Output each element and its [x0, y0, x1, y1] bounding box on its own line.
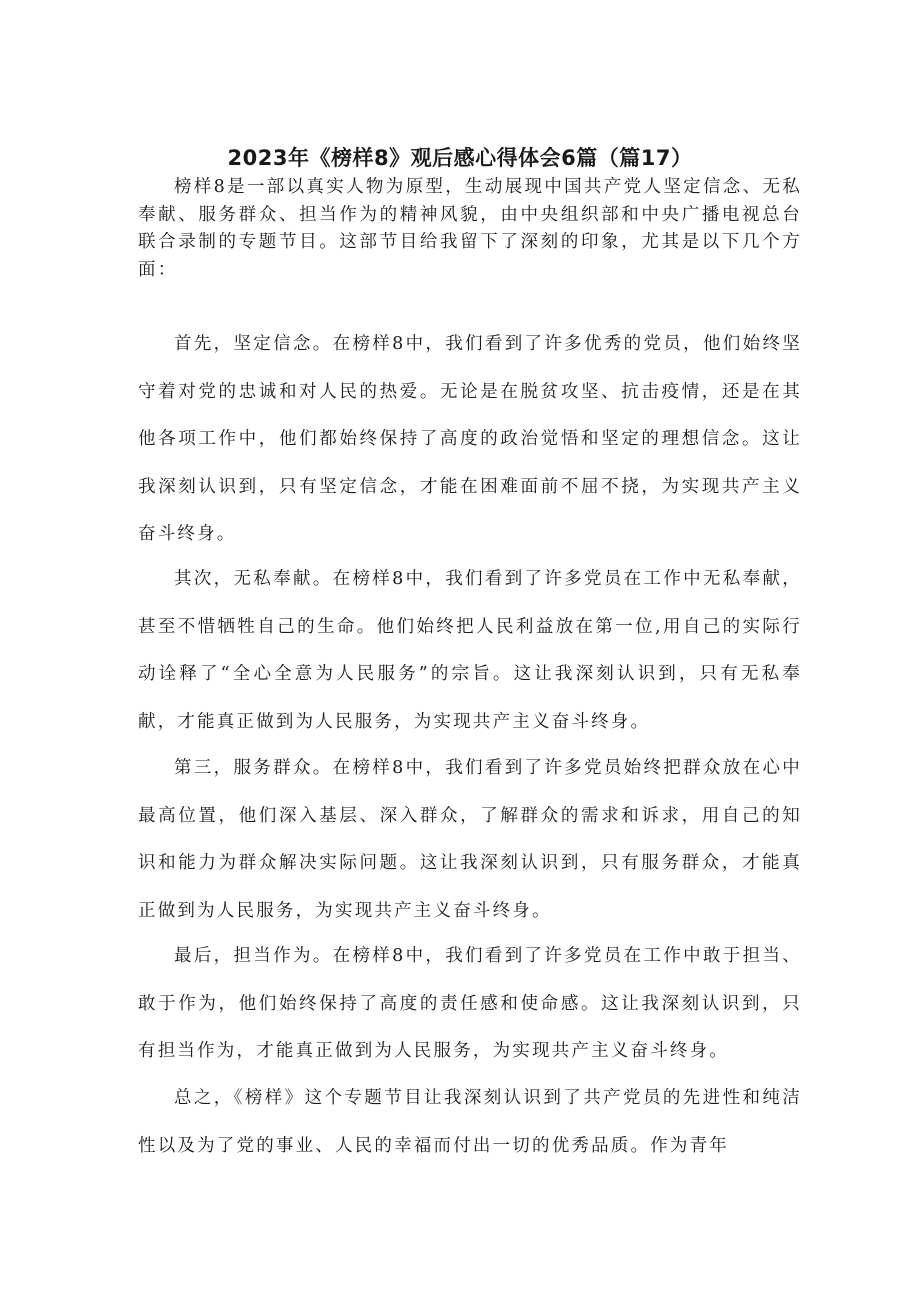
paragraph-serve-the-masses: 第三，服务群众。在榜样8中，我们看到了许多党员始终把群众放在心中最高位置，他们深入基层、深入群众，了解群众的需求和诉求，用自己的知识和能力为群众解决实际问题。这让我深刻认识到，只有服务群众，才能真正做到为人民服务，为实现共产主义奋斗终身。: [138, 758, 802, 921]
paragraph-selfless-dedication: 其次，无私奉献。在榜样8中，我们看到了许多党员在工作中无私奉献，甚至不惜牺牲自己的生命。他们始终把人民利益放在第一位,用自己的实际行动诠释了“全心全意为人民服务”的宗旨。这让我深刻认识到，只有无私奉献，才能真正做到为人民服务，为实现共产主义奋斗终身。: [138, 569, 802, 732]
page-title: 2023年《榜样8》观后感心得体会6篇（篇17）: [227, 146, 693, 170]
paragraph-responsibility: 最后，担当作为。在榜样8中，我们看到了许多党员在工作中敢于担当、敢于作为，他们始终保持了高度的责任感和使命感。这让我深刻认识到，只有担当作为，才能真正做到为人民服务，为实现共产主义奋斗终身。: [138, 946, 802, 1061]
paragraph-firm-belief: 首先，坚定信念。在榜样8中，我们看到了许多优秀的党员，他们始终坚守着对党的忠诚和对人民的热爱。无论是在脱贫攻坚、抗击疫情，还是在其他各项工作中，他们都始终保持了高度的政治觉悟和坚定的理想信念。这让我深刻认识到，只有坚定信念，才能在困难面前不屈不挠，为实现共产主义奋斗终身。: [138, 334, 802, 544]
paragraph-conclusion: 总之，《榜样》这个专题节目让我深刻认识到了共产党员的先进性和纯洁性以及为了党的事业、人民的幸福而付出一切的优秀品质。作为青年: [138, 1088, 802, 1156]
paragraph-intro: 榜样8是一部以真实人物为原型，生动展现中国共产党人坚定信念、无私奉献、服务群众、担当作为的精神风貌，由中央组织部和中央广播电视总台联合录制的专题节目。这部节目给我留下了深刻的印象，尤其是以下几个方面：: [138, 177, 802, 280]
